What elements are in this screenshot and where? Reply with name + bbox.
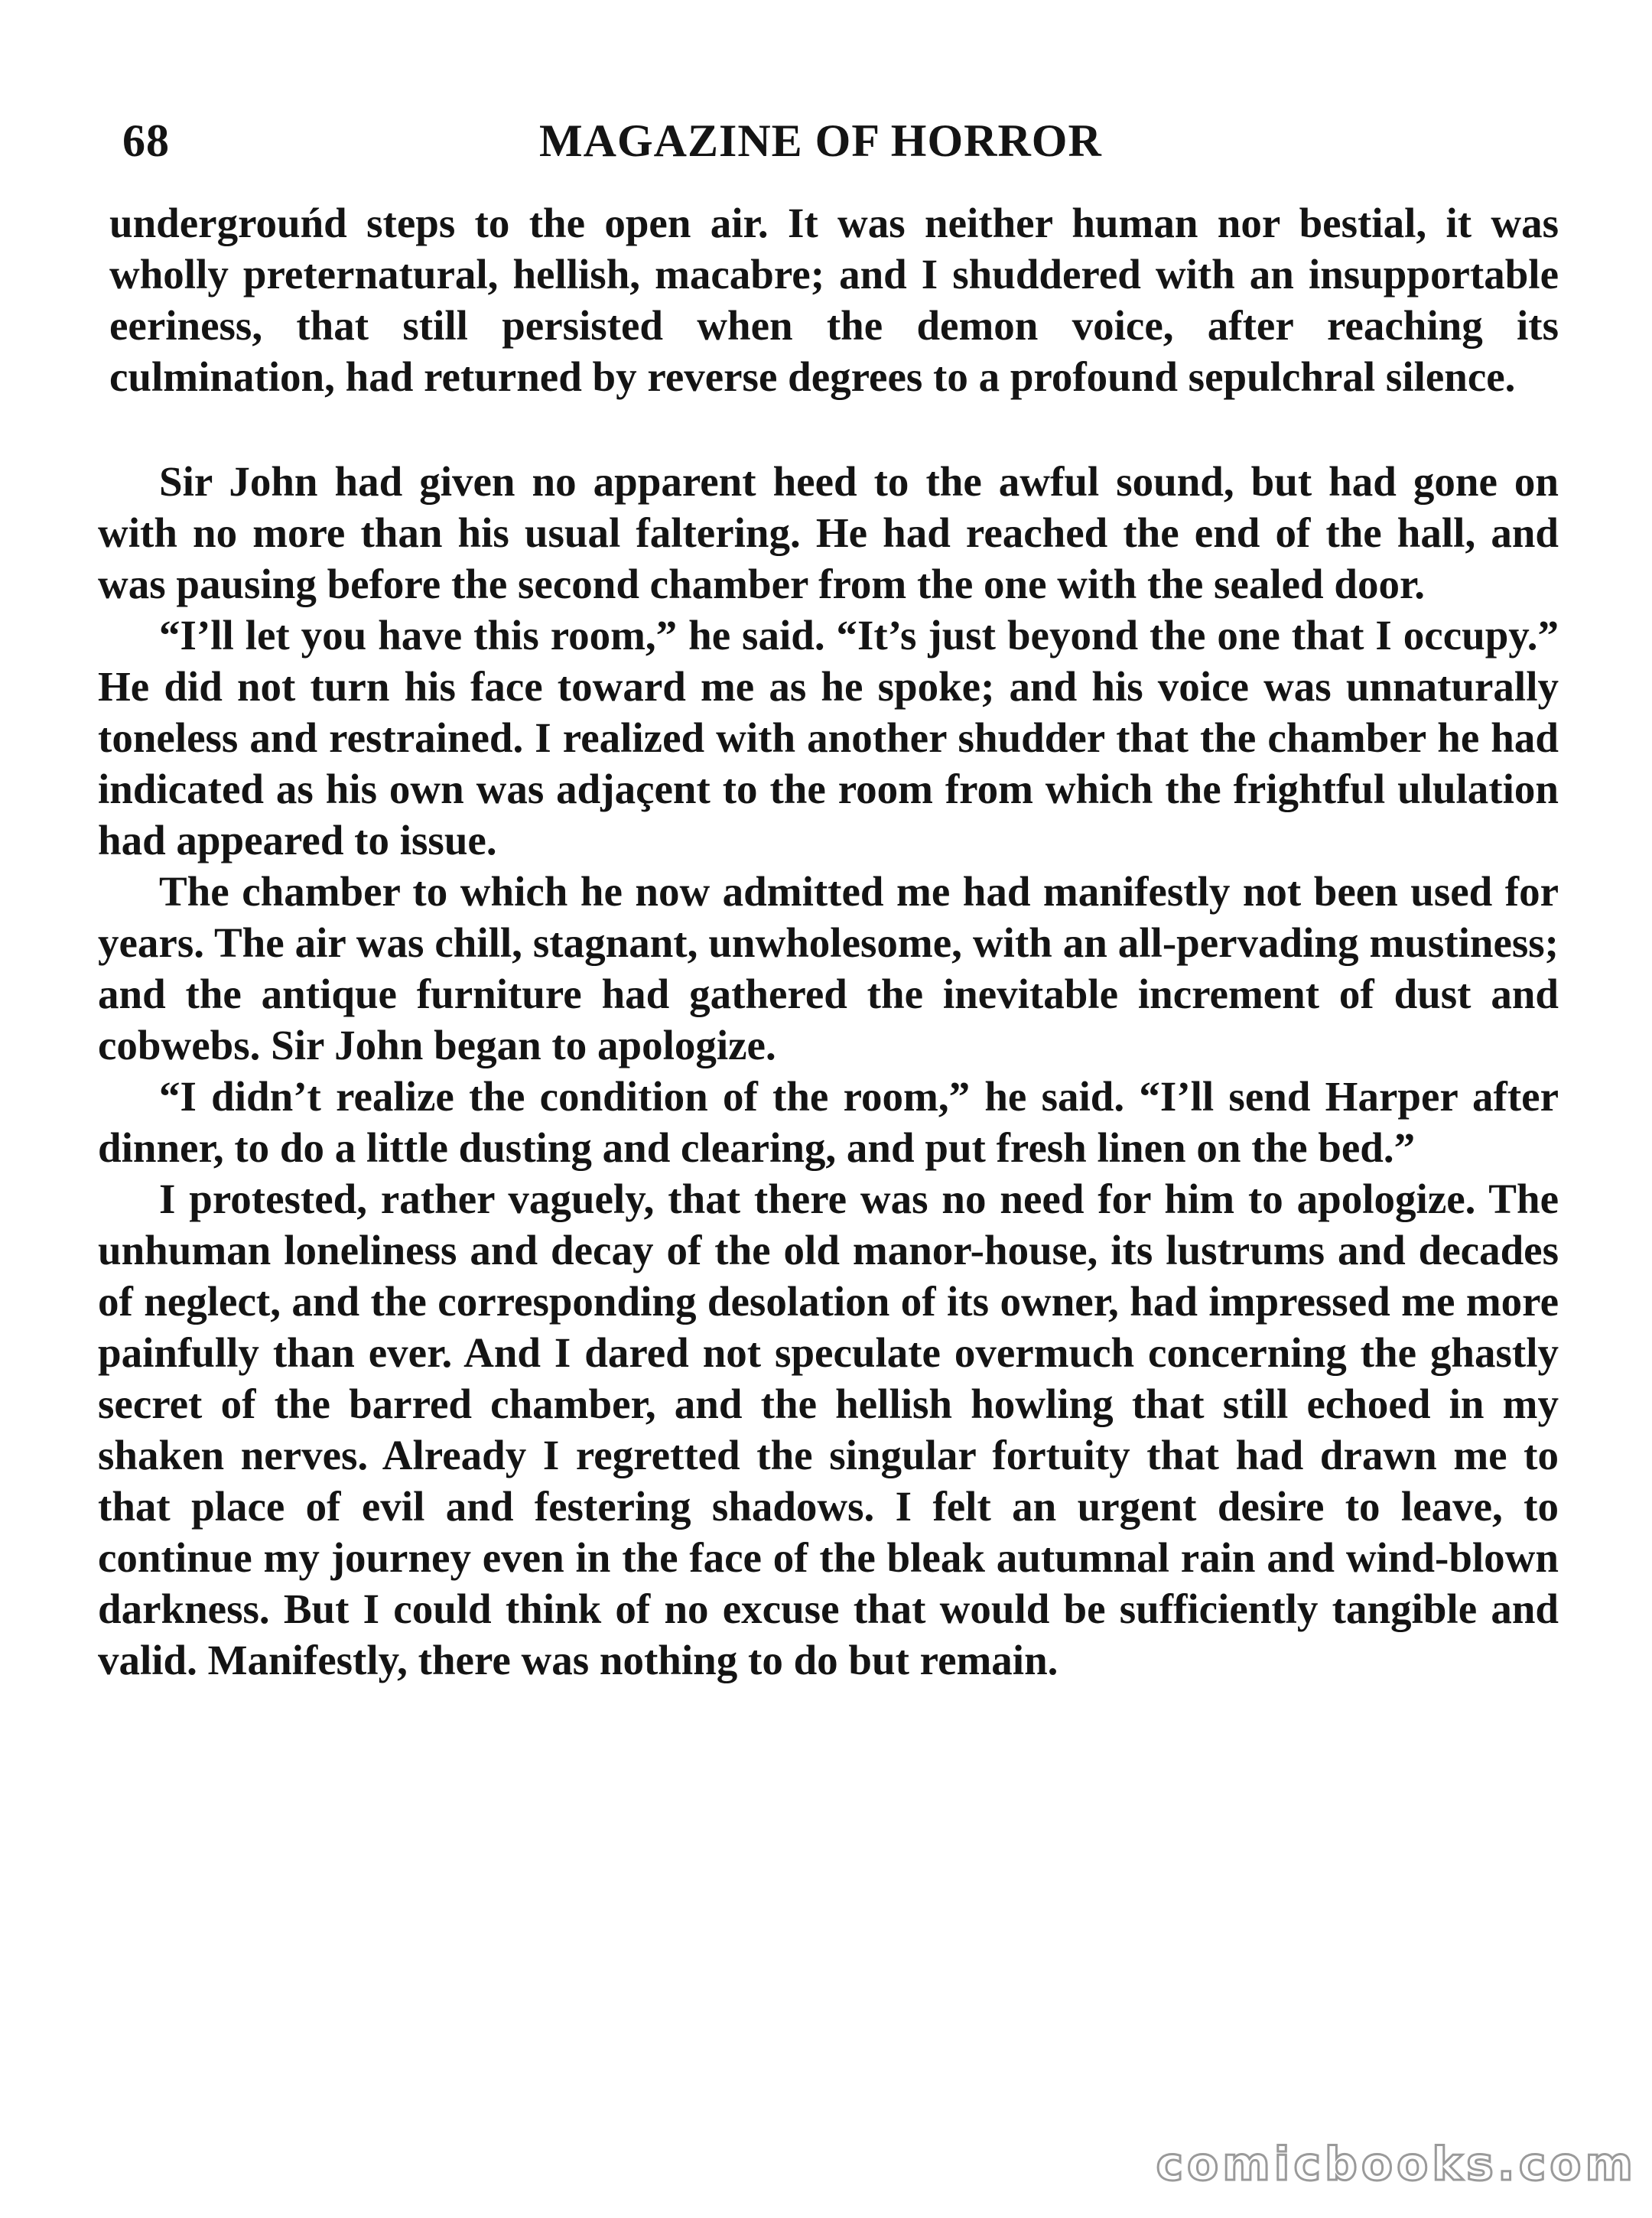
- page-number: 68: [122, 115, 170, 166]
- paragraph: “I didn’t realize the condition of the room,” he said. “I’ll send Harper after dinner, to do a little dusting and clearing, and put fresh linen on the bed.”: [98, 1073, 1559, 1171]
- watermark-logo: comicbooks.com: [1156, 2138, 1637, 2191]
- running-title: MAGAZINE OF HORROR: [539, 115, 1102, 166]
- section-break: [98, 402, 1559, 456]
- page-header: [122, 115, 1576, 184]
- paragraph-continued: undergrouńd steps to the open air. It was neither human nor bestial, it was wholly preternatural, hellish, macabre; and I shuddered with an insupportable eeriness, that still persisted when the demon voice, after reaching its culmination, had returned by reverse degrees to a profound sepulchral silence.: [109, 200, 1559, 400]
- paragraph: “I’ll let you have this room,” he said. “It’s just beyond the one that I occupy.” He did not turn his face toward me as he spoke; and his voice was unnaturally toneless and restrained. I realized with another shudder that the chamber he had indicated as his own was adjaçent to the room from which the frightful ululation had appeared to issue.: [98, 612, 1559, 863]
- paragraph: I protested, rather vaguely, that there was no need for him to apologize. The unhuman loneliness and decay of the old manor-house, its lustrums and decades of neglect, and the corresponding desolation of its owner, had impressed me more painfully than ever. And I dared not speculate overmuch concerning the ghastly secret of the barred chamber, and the hellish howling that still echoed in my shaken nerves. Already I regretted the singular fortuity that had drawn me to that place of evil and festering shadows. I felt an urgent desire to leave, to continue my journey even in the face of the bleak autumnal rain and wind-blown darkness. But I could think of no excuse that would be sufficiently tangible and valid. Manifestly, there was nothing to do but remain.: [98, 1176, 1559, 1683]
- paragraph: Sir John had given no apparent heed to the awful sound, but had gone on with no more than his usual faltering. He had reached the end of the hall, and was pausing before the second chamber from the one with the sealed door.: [98, 458, 1559, 607]
- paragraph: The chamber to which he now admitted me had manifestly not been used for years. The air was chill, stagnant, unwholesome, with an all-pervading mustiness; and the antique furniture had gathered the inevitable increment of dust and cobwebs. Sir John began to apologize.: [98, 868, 1559, 1068]
- body-text: [98, 197, 1559, 1686]
